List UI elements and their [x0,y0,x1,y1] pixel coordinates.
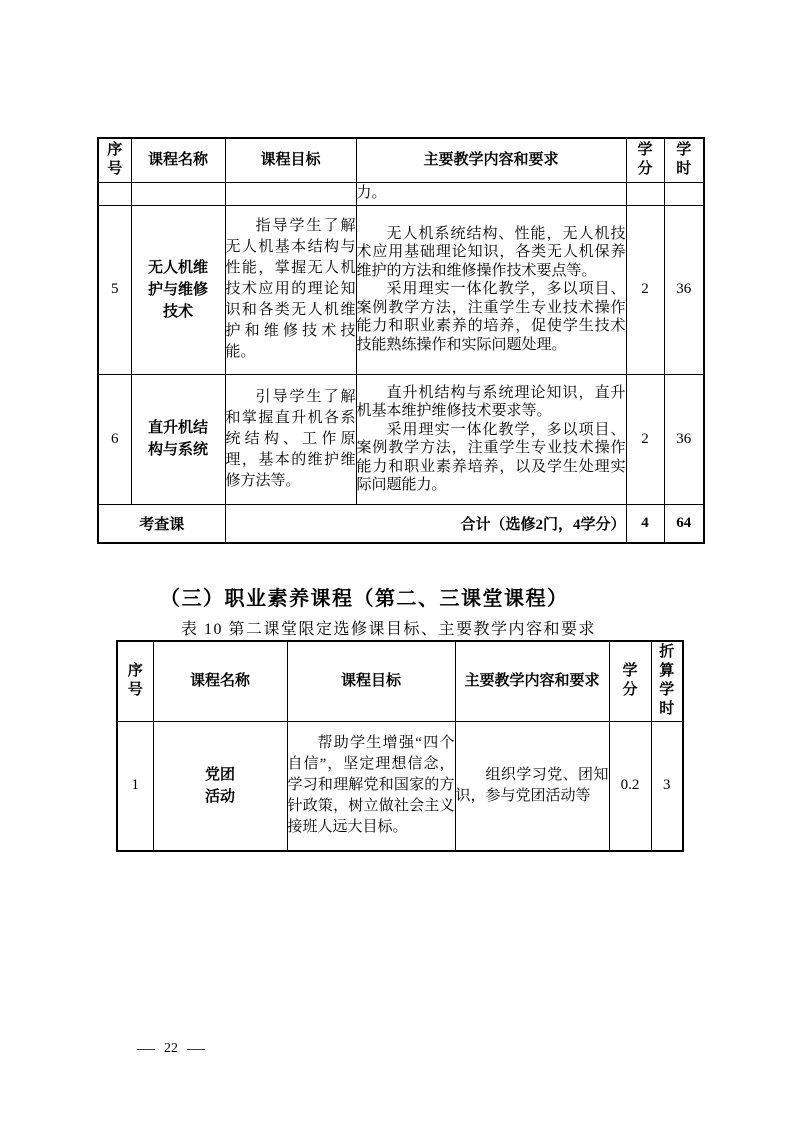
t1-row5-credits: 2 [626,205,664,374]
t1-row6-no: 6 [98,374,131,504]
t1-header-credits [626,138,664,182]
t1-header-objective-label: 课程目标 [260,152,321,169]
page-number-dash-left [137,1049,155,1050]
t1-row6-hours: 36 [664,374,704,504]
t1-summary-row [98,504,704,543]
t1-row6-credits: 2 [626,374,664,504]
t1-row5-objective-text: 指导学生了解无人机基本结构与性能，掌握无人机技术应用的理论知识和各类无人机维护和维修技术技能。 [225,218,356,360]
t1-carryover-hours-empty [664,182,704,205]
table-elective-courses [97,137,705,544]
t1-row5-course-name [131,205,225,374]
t2-header-converted-hours [651,641,683,721]
t2-header-name [153,641,287,721]
section-heading: （三）职业素养课程（第二、三课堂课程） [160,588,569,610]
t2-row1-credits: 0.2 [609,721,651,851]
t1-row5-content [356,205,626,374]
t1-row-6 [98,374,704,504]
t1-row5-content-p2: 采用理实一体化教学，多以项目、案例教学方法，注重学生专业技术操作能力和职业素养的培养，促使学生技术技能熟练操作和实际问题处理。 [356,281,626,353]
t1-header-name [131,138,225,182]
t2-row1-content [455,721,609,851]
t2-row1-hours: 3 [651,721,683,851]
t1-carryover-content [356,182,626,205]
t1-summary-hours: 64 [664,504,704,543]
t1-row6-objective [225,374,356,504]
page-number-dash-right [187,1049,205,1050]
t1-summary-credits: 4 [626,504,664,543]
t1-row6-content [356,374,626,504]
t1-header-name-label: 课程名称 [147,152,208,169]
t1-row6-course-name [131,374,225,504]
page-number: 22 [164,1041,178,1056]
t2-header-content [455,641,609,721]
t2-header-credits [609,641,651,721]
t1-carryover-row [98,182,704,205]
t1-header-no [98,138,131,182]
table-second-classroom-courses [116,640,684,852]
t1-summary-total: 合计（选修2门，4学分） [225,504,626,543]
t2-header-no [117,641,153,721]
t2-header-objective-label: 课程目标 [340,673,401,690]
t2-header-row [117,641,683,721]
t1-header-hours [664,138,704,182]
t1-row5-hours: 36 [664,205,704,374]
t1-row5-course-name-text: 无人机维护与维修技术 [147,259,208,320]
t1-header-row [98,138,704,182]
t1-row6-objective-text: 引导学生了解和掌握直升机各系统结构、工作原理，基本的维护维修方法等。 [225,388,356,489]
t1-row6-content-p2: 采用理实一体化教学，多以项目、案例教学方法，注重学生专业技术操作能力和职业素养培养，以及学生处理实际问题能力。 [356,421,626,493]
t1-row-5 [98,205,704,374]
t2-row1-course-name [153,721,287,851]
t2-header-content-label: 主要教学内容和要求 [464,673,600,690]
t1-row6-content-p1: 直升机结构与系统理论知识，直升机基本维护维修技术要求等。 [356,384,626,419]
t1-header-credits-label: 学分 [637,142,653,178]
page-footer [128,1040,214,1058]
t1-summary-label: 考查课 [98,504,225,543]
t1-carryover-content-text: 力。 [356,185,387,202]
t1-header-objective [225,138,356,182]
t1-carryover-name-empty [131,182,225,205]
t2-row1-content-text: 组织学习党、团知识，参与党团活动等 [455,766,609,804]
t2-row1-objective [287,721,455,851]
t1-row5-no: 5 [98,205,131,374]
t1-row5-content-p1: 无人机系统结构、性能，无人机技术应用基础理论知识，各类无人机保养维护的方法和维修操作技术要点等。 [356,225,626,279]
t2-row1-course-name-text: 党团活动 [204,766,235,805]
t1-header-hours-label: 学时 [676,142,692,178]
t1-carryover-credits-empty [626,182,664,205]
t2-row1-objective-text: 帮助学生增强“四个自信”，坚定理想信念，学习和理解党和国家的方针政策，树立做社会主义接班人远大目标。 [287,735,455,836]
t1-header-content-label: 主要教学内容和要求 [423,152,559,169]
t2-header-credits-label: 学分 [622,663,638,699]
t2-header-converted-hours-label: 折算学时 [659,644,675,718]
t1-header-content [356,138,626,182]
t2-header-name-label: 课程名称 [189,673,250,690]
table2-caption: 表 10 第二课堂限定选修课目标、主要教学内容和要求 [181,621,597,638]
t1-row6-course-name-text: 直升机结构与系统 [147,420,208,458]
t1-row5-objective [225,205,356,374]
t2-row1-no: 1 [117,721,153,851]
t1-carryover-objective-empty [225,182,356,205]
t1-header-no-label: 序号 [107,142,123,178]
t2-row-1 [117,721,683,851]
t2-header-objective [287,641,455,721]
t1-carryover-no-empty [98,182,131,205]
t2-header-no-label: 序号 [127,663,143,699]
